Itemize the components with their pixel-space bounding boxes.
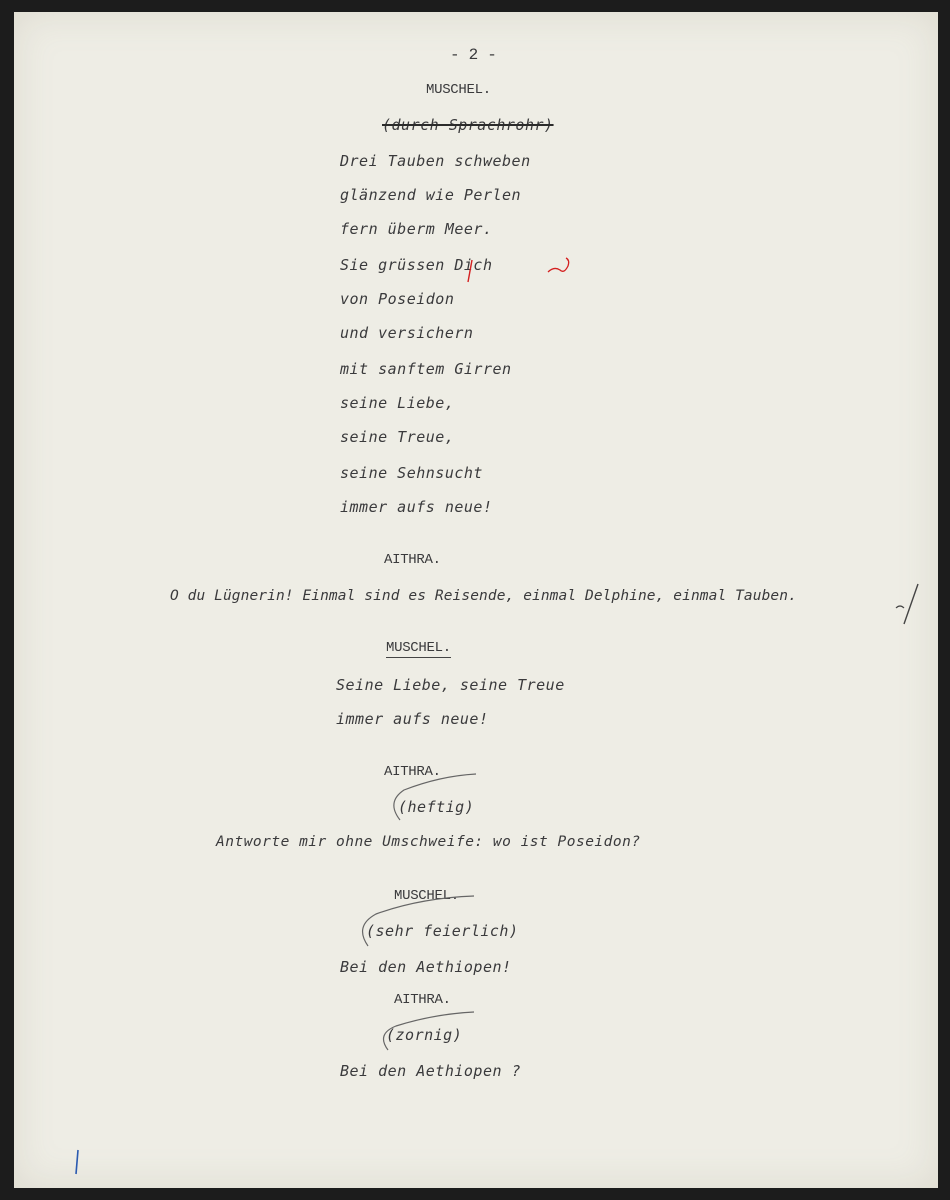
typescript-page: [14, 12, 938, 1188]
verse-line: Sie grüssen Dich: [340, 256, 493, 274]
red-correction-mark: [458, 250, 498, 290]
speaker-underlined: MUSCHEL.: [386, 640, 451, 656]
verse-line: Bei den Aethiopen ?: [340, 1062, 522, 1080]
prose-line: O du Lügnerin! Einmal sind es Reisende, einmal Delphine, einmal Tauben.: [170, 588, 797, 604]
verse-line: Drei Tauben schweben: [340, 152, 531, 170]
blue-ink-mark: [70, 1148, 90, 1178]
stage-direction: (sehr feierlich): [366, 922, 519, 940]
speaker-muschel: MUSCHEL.: [394, 888, 459, 904]
speaker-aithra: AITHRA.: [384, 764, 441, 780]
verse-line: seine Treue,: [340, 428, 455, 446]
verse-line: und versichern: [340, 324, 474, 342]
page-number: - 2 -: [450, 46, 497, 64]
red-margin-correction: [544, 254, 584, 284]
verse-line: fern überm Meer.: [340, 220, 493, 238]
speaker-muschel: MUSCHEL.: [426, 82, 491, 98]
verse-line: seine Liebe,: [340, 394, 455, 412]
pencil-arc-mark: [350, 888, 480, 948]
verse-line: immer aufs neue!: [336, 710, 489, 728]
pencil-arc-mark: [374, 1004, 484, 1054]
prose-line: Antworte mir ohne Umschweife: wo ist Poseidon?: [216, 834, 641, 850]
verse-line: mit sanftem Girren: [340, 360, 512, 378]
verse-line: immer aufs neue!: [340, 498, 493, 516]
stage-direction: (zornig): [386, 1026, 463, 1044]
speaker-muschel: [386, 640, 451, 656]
stage-direction-struck: (durch Sprachrohr): [382, 116, 554, 134]
verse-line: Seine Liebe, seine Treue: [336, 676, 565, 694]
verse-line: von Poseidon: [340, 290, 455, 308]
pencil-arc-mark: [380, 768, 490, 828]
stage-direction: (heftig): [398, 798, 475, 816]
verse-line: glänzend wie Perlen: [340, 186, 522, 204]
verse-line: seine Sehnsucht: [340, 464, 483, 482]
speaker-aithra: AITHRA.: [394, 992, 451, 1008]
speaker-aithra: AITHRA.: [384, 552, 441, 568]
verse-line: Bei den Aethiopen!: [340, 958, 512, 976]
pencil-margin-mark: [892, 580, 932, 630]
